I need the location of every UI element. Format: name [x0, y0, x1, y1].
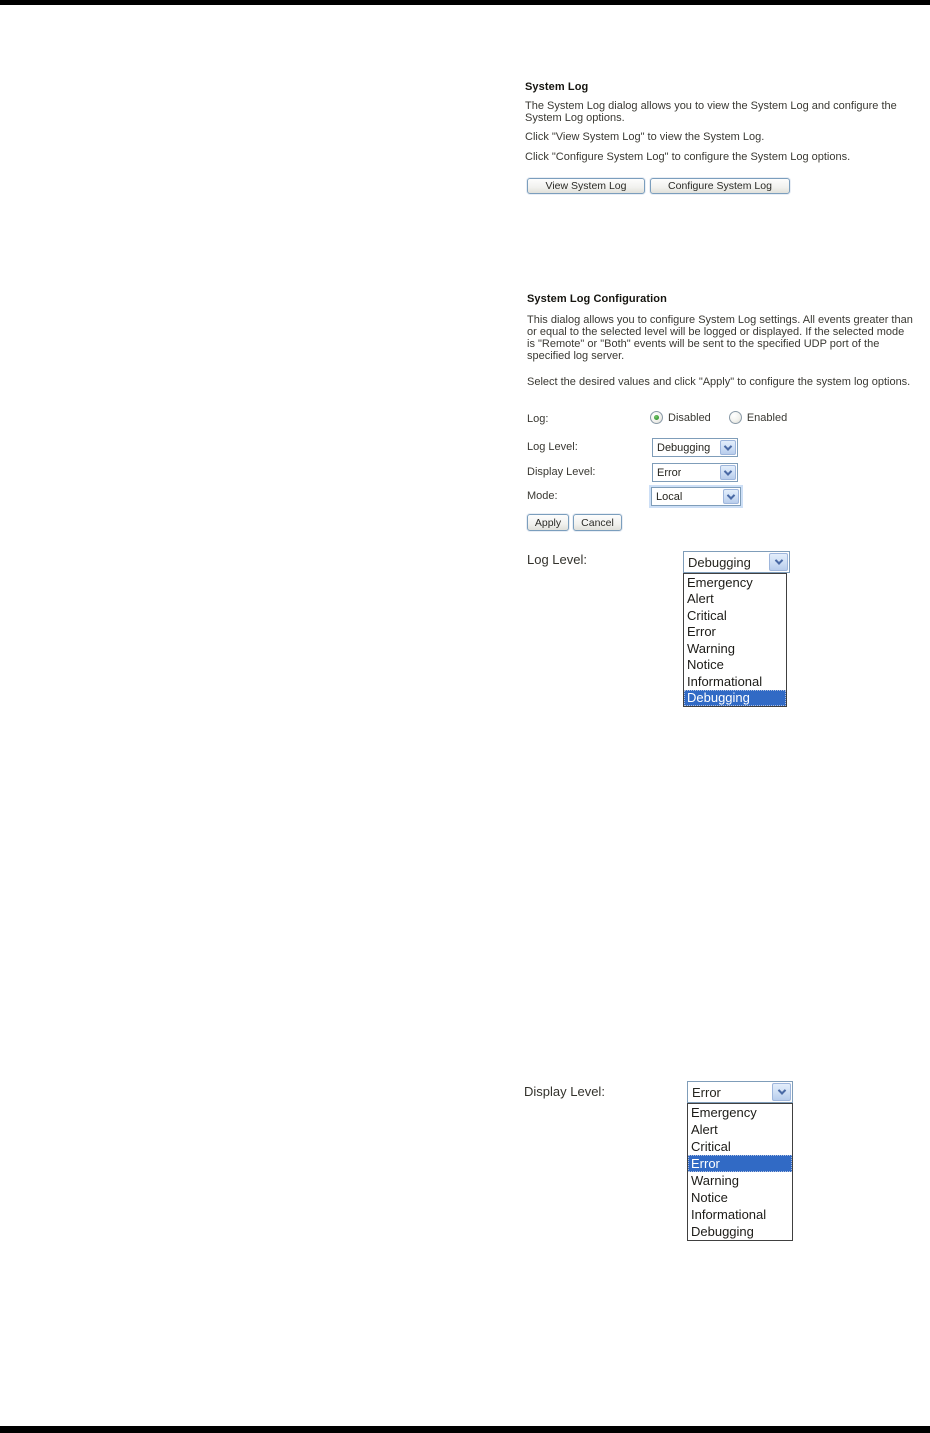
- apply-button[interactable]: Apply: [527, 514, 569, 531]
- log-level-select-value: Debugging: [657, 441, 711, 454]
- chevron-down-icon: [720, 440, 736, 455]
- chevron-down-icon: [769, 553, 788, 571]
- display-level-field-label: Display Level:: [527, 466, 596, 478]
- log-level-field-label: Log Level:: [527, 441, 578, 453]
- log-level-figure-label: Log Level:: [527, 552, 587, 567]
- dropdown-option-warning[interactable]: Warning: [687, 640, 735, 656]
- dropdown-option-notice[interactable]: Notice: [691, 1190, 728, 1205]
- cancel-button[interactable]: Cancel: [573, 514, 622, 531]
- view-system-log-button[interactable]: View System Log: [527, 178, 645, 194]
- dropdown-option-debugging[interactable]: Debugging: [691, 1224, 754, 1239]
- log-level-select[interactable]: [652, 438, 738, 457]
- radio-selected-icon: [650, 411, 663, 424]
- display-level-open-select[interactable]: [687, 1081, 793, 1103]
- chevron-down-icon: [772, 1083, 791, 1101]
- dropdown-option-emergency[interactable]: Emergency: [687, 574, 753, 590]
- config-paragraph-2: Select the desired values and click "Apply" to configure the system log options.: [527, 376, 911, 388]
- dropdown-option-critical[interactable]: Critical: [687, 607, 727, 623]
- chevron-down-icon: [723, 489, 739, 504]
- log-radio-group: [650, 411, 787, 424]
- mode-select-value: Local: [656, 490, 683, 503]
- dropdown-option-error[interactable]: Error: [688, 1155, 792, 1172]
- log-enabled-label: Enabled: [746, 411, 788, 424]
- log-level-dropdown-list: [683, 573, 787, 707]
- display-level-select-value: Error: [657, 466, 682, 479]
- system-log-paragraph-1: The System Log dialog allows you to view the System Log and configure the System Log options.: [525, 100, 897, 124]
- log-field-label: Log:: [527, 413, 549, 425]
- dropdown-option-informational[interactable]: Informational: [687, 673, 763, 689]
- log-enabled-radio[interactable]: [729, 411, 787, 424]
- display-level-select[interactable]: [652, 463, 738, 482]
- mode-field-label: Mode:: [527, 490, 558, 502]
- log-level-open-select[interactable]: [683, 551, 790, 573]
- display-level-dropdown-list: [687, 1103, 793, 1241]
- dropdown-option-alert[interactable]: Alert: [691, 1122, 718, 1137]
- config-paragraph-1: This dialog allows you to configure System Log settings. All events greater than or equal to the selected level will be logged or displayed. If the selected mode is "Remote" or "Both" events will be sent to the specified UDP port of the specified log server.: [527, 314, 913, 362]
- configure-system-log-button[interactable]: Configure System Log: [650, 178, 790, 194]
- system-log-paragraph-2: Click "View System Log" to view the System Log.: [525, 131, 765, 143]
- dropdown-option-emergency[interactable]: Emergency: [691, 1105, 757, 1120]
- dropdown-option-informational[interactable]: Informational: [691, 1207, 767, 1222]
- log-disabled-label: Disabled: [668, 411, 711, 424]
- dropdown-option-notice[interactable]: Notice: [687, 657, 724, 673]
- dropdown-option-debugging[interactable]: Debugging: [684, 690, 786, 707]
- page-bottom-rule: [0, 1426, 930, 1433]
- system-log-configuration-heading: System Log Configuration: [527, 293, 667, 305]
- chevron-down-icon: [720, 465, 736, 480]
- radio-unselected-icon: [729, 411, 742, 424]
- log-disabled-radio[interactable]: [650, 411, 711, 424]
- display-level-open-select-value: Error: [692, 1084, 721, 1100]
- log-level-open-select-value: Debugging: [688, 554, 751, 570]
- mode-select[interactable]: [651, 487, 741, 506]
- dropdown-option-critical[interactable]: Critical: [691, 1139, 731, 1154]
- dropdown-option-error[interactable]: Error: [687, 624, 716, 640]
- display-level-figure-label: Display Level:: [524, 1084, 605, 1099]
- dropdown-option-alert[interactable]: Alert: [687, 591, 714, 607]
- system-log-paragraph-3: Click "Configure System Log" to configure the System Log options.: [525, 151, 851, 163]
- dropdown-option-warning[interactable]: Warning: [691, 1173, 739, 1188]
- system-log-heading: System Log: [525, 81, 589, 93]
- page-top-rule: [0, 0, 930, 5]
